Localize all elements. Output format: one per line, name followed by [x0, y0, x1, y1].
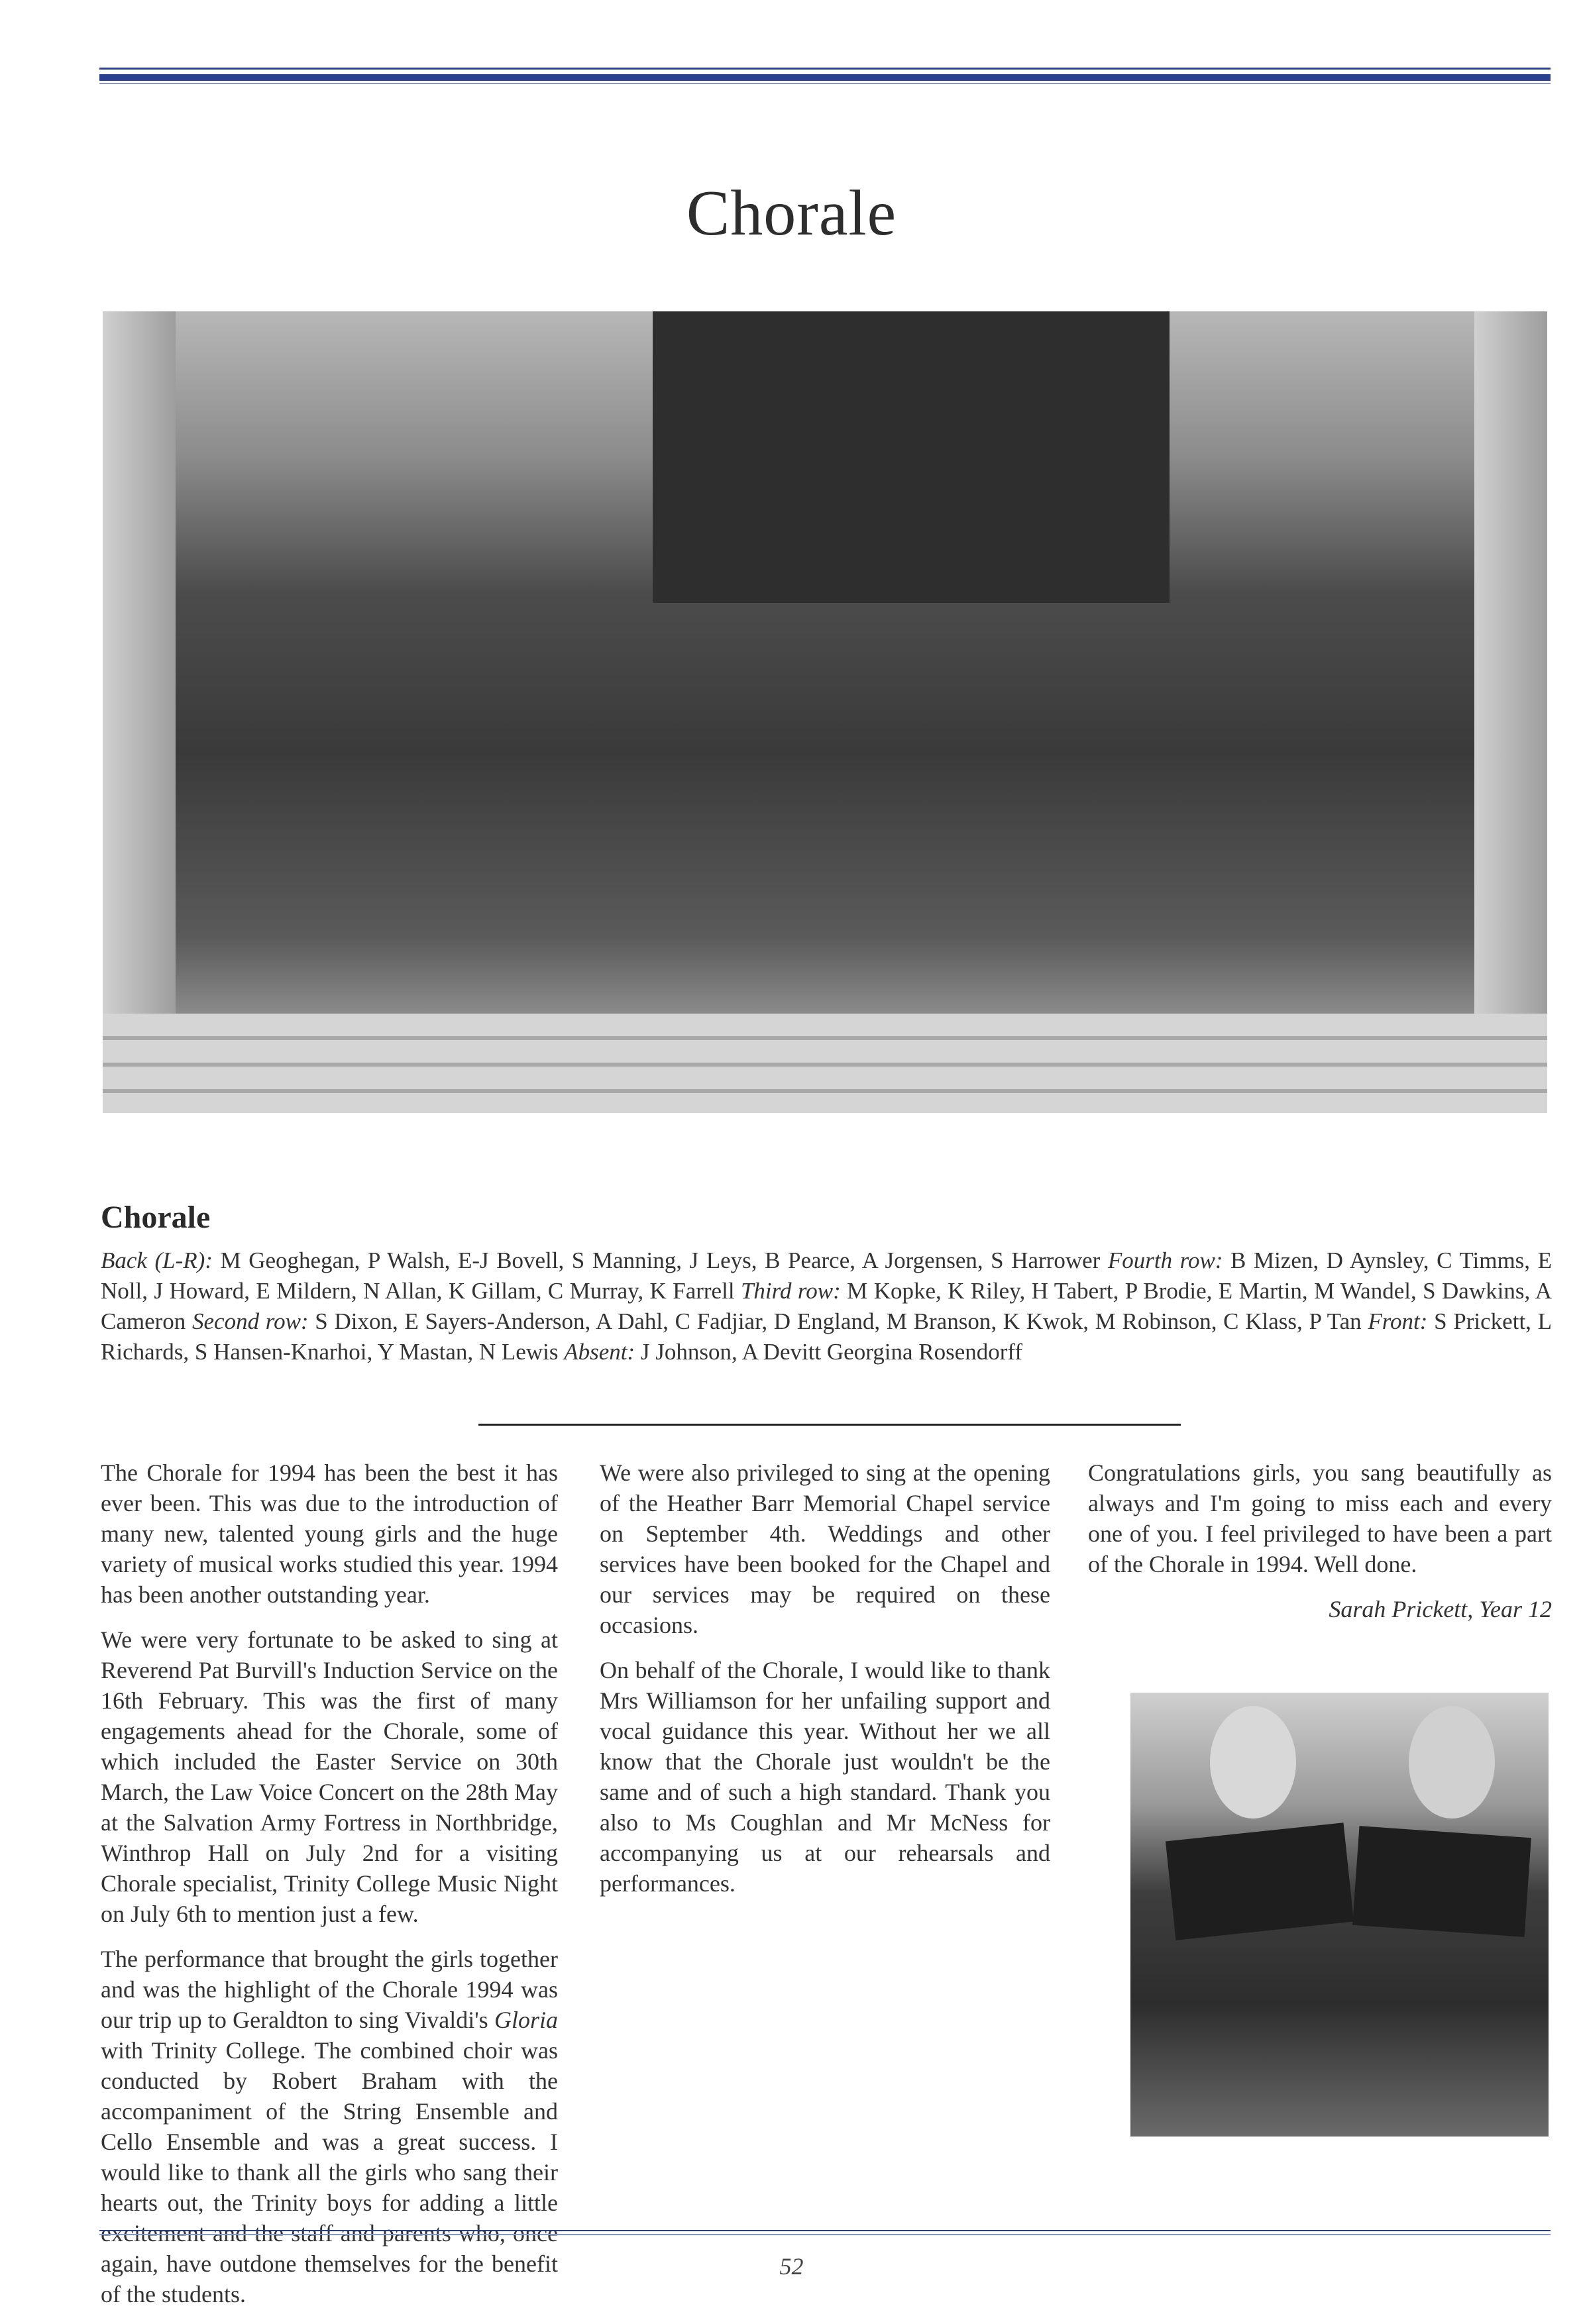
paragraph-highlight-end: with Trinity College. The combined choir was conducted by Robert Braham with the accompaniment of the String Ensemble and Cello Ensemble and was a great success. I would like to thank all the girls who sang their hearts out, the Trinity boys for adding a little excitement and the staff and parents who, once again, have outdone themselves for the benefit of the students. [101, 2037, 558, 2307]
absent-label: Absent: [564, 1339, 641, 1365]
section-divider [478, 1424, 1181, 1426]
photo-column-right [1474, 311, 1547, 1113]
absent-names: J Johnson, A Devitt Georgina Rosendorff [640, 1339, 1023, 1365]
back-row-names: M Geoghegan, P Walsh, E-J Bovell, S Manning, J Leys, B Pearce, A Jorgensen, S Harrower [220, 1247, 1108, 1273]
group-photo [103, 311, 1547, 1113]
back-row-label: Back (L-R): [101, 1247, 221, 1273]
paragraph-thanks: On behalf of the Chorale, I would like to thank Mrs Williamson for her unfailing support and vocal guidance this year. Without her we all know that the Chorale just wouldn't be the same and of such a high standard. Thank you also to Ms Coughlan and Mr McNess for accompanying us at our rehearsals and performances. [600, 1657, 1050, 1897]
singers-photo [1130, 1693, 1549, 2137]
paragraph-congratulations: Congratulations girls, you sang beautifully as always and I'm going to miss each and every one of you. I feel privileged to have been a part of the Chorale in 1994. Well done. [1088, 1459, 1552, 1577]
page-title: Chorale [686, 177, 897, 249]
caption-heading: Chorale [101, 1200, 211, 1235]
photo-doorway [653, 311, 1170, 603]
front-row-names: S Prickett, L Richards, S Hansen-Knarhoi, Y Mastan, N Lewis [101, 1308, 1552, 1365]
photo-steps [103, 1014, 1547, 1113]
paragraph-engagements: We were very fortunate to be asked to sing at Reverend Pat Burvill's Induction Service on the 16th February. This was the first of many engagements ahead for the Chorale, some of which included the Easter Service on 30th March, the Law Voice Concert on the 28th May at the Salvation Army Fortress in Northbridge, Winthrop Hall on July 2nd for a visiting Chorale specialist, Trinity College Music Night on July 6th to mention just a few. [101, 1626, 558, 1927]
paragraph-chapel: We were also privileged to sing at the opening of the Heather Barr Memorial Chapel service on September 4th. Weddings and other services have been booked for the Chapel and our services may be required on these occasions. [600, 1459, 1050, 1638]
bottom-rule-light [99, 2234, 1551, 2235]
top-rule-thin [99, 68, 1551, 70]
top-rule-light [99, 83, 1551, 84]
fourth-row-label: Fourth row: [1107, 1247, 1231, 1273]
work-title: Gloria [494, 2007, 558, 2033]
photo-column-left [103, 311, 176, 1113]
second-row-names: S Dixon, E Sayers-Anderson, A Dahl, C Fadjiar, D England, M Branson, K Kwok, M Robinson, C Klass, P Tan [315, 1308, 1368, 1334]
page-number: 52 [779, 2253, 804, 2280]
singer-left [1210, 1706, 1296, 1819]
bottom-rule [99, 2230, 1551, 2231]
third-row-names: M Kopke, K Riley, H Tabert, P Brodie, E Martin, M Wandel, S Dawkins, A Cameron [101, 1278, 1552, 1334]
music-folder-left [1166, 1822, 1354, 1940]
singer-right [1409, 1706, 1495, 1819]
music-folder-right [1352, 1826, 1531, 1937]
front-row-label: Front: [1368, 1308, 1435, 1334]
top-rule-thick [99, 74, 1551, 81]
article-column-1 [101, 1457, 558, 2324]
article-column-3 [1088, 1457, 1552, 1639]
article-column-2 [600, 1457, 1050, 1913]
author-signature: Sarah Prickett, Year 12 [1329, 1596, 1552, 1622]
caption-names [101, 1245, 1552, 1367]
fourth-row-names: B Mizen, D Aynsley, C Timms, E Noll, J Howard, E Mildern, N Allan, K Gillam, C Murray, K Farrell [101, 1247, 1552, 1304]
paragraph-highlight-start: The performance that brought the girls together and was the highlight of the Chorale 1994 was our trip up to Geraldton to sing Vivaldi's [101, 1946, 558, 2033]
second-row-label: Second row: [192, 1308, 315, 1334]
paragraph-intro: The Chorale for 1994 has been the best it has ever been. This was due to the introduction of many new, talented young girls and the huge variety of musical works studied this year. 1994 has been another outstanding year. [101, 1459, 558, 1608]
third-row-label: Third row: [740, 1278, 847, 1304]
